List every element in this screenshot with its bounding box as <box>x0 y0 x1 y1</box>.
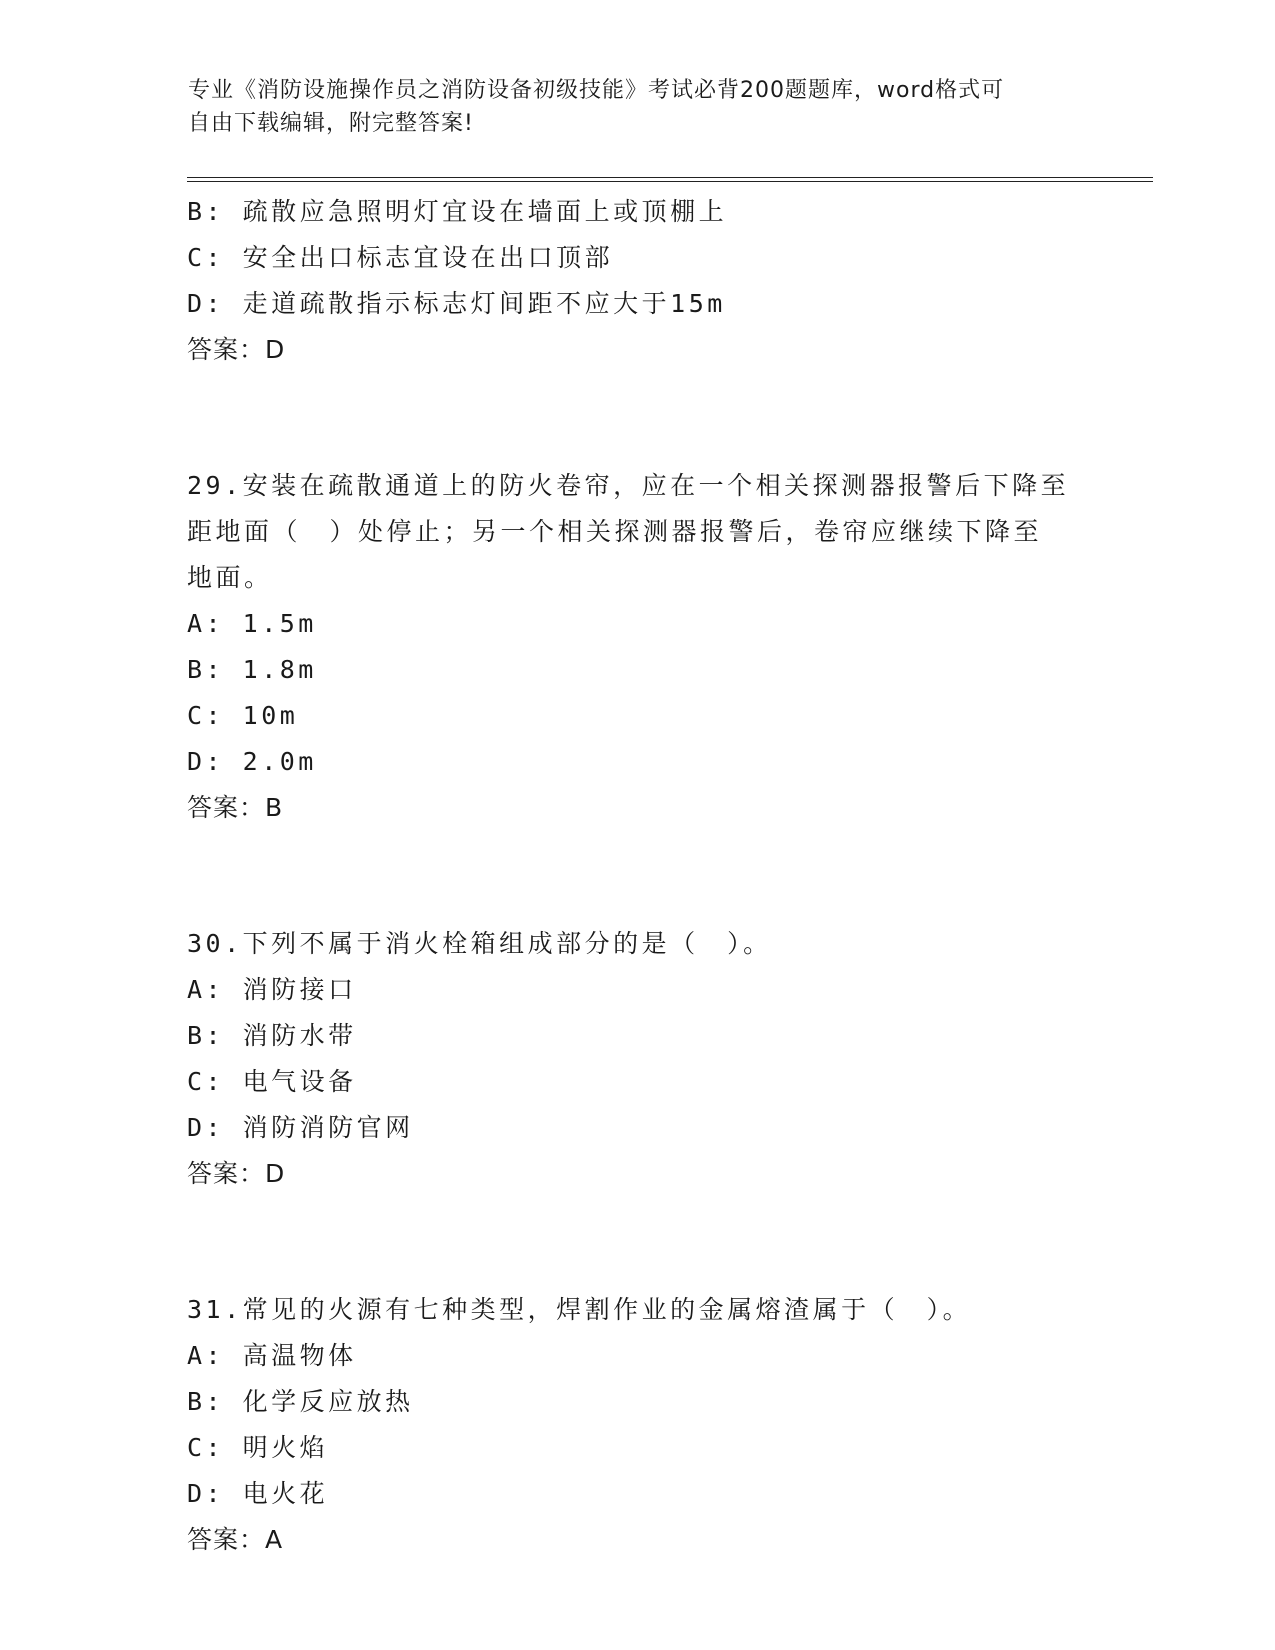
answer-label: 答案：A <box>187 1525 284 1554</box>
question-stem-line: 31.常见的火源有七种类型，焊割作业的金属熔渣属于（ ）。 <box>187 1295 972 1324</box>
header-divider-top <box>187 177 1153 178</box>
option-d: D: 2.0m <box>187 747 317 776</box>
answer-label: 答案：D <box>187 335 286 364</box>
option-b: B: 化学反应放热 <box>187 1387 414 1416</box>
question-list <box>187 189 1107 1563</box>
option-d: D: 电火花 <box>187 1479 329 1508</box>
header-line-2: 自由下载编辑，附完整答案! <box>188 111 474 136</box>
answer-label: 答案：D <box>187 1159 286 1188</box>
question-stem-line: 29.安装在疏散通道上的防火卷帘，应在一个相关探测器报警后下降至 <box>187 471 1070 500</box>
option-d: D: 消防消防官网 <box>187 1113 414 1142</box>
option-c: C: 10m <box>187 701 299 730</box>
option-c: C: 安全出口标志宜设在出口顶部 <box>187 243 614 272</box>
option-a: A: 1.5m <box>187 609 317 638</box>
question-29 <box>187 463 1107 831</box>
option-d: D: 走道疏散指示标志灯间距不应大于15m <box>187 289 726 318</box>
option-b: B: 1.8m <box>187 655 317 684</box>
answer-label: 答案：B <box>187 793 284 822</box>
question-stem-line: 距地面（ ）处停止；另一个相关探测器报警后，卷帘应继续下降至 <box>187 517 1043 546</box>
option-c: C: 电气设备 <box>187 1067 357 1096</box>
question-28-continuation <box>187 189 1107 373</box>
option-b: B: 消防水带 <box>187 1021 357 1050</box>
option-b: B: 疏散应急照明灯宜设在墙面上或顶棚上 <box>187 197 728 226</box>
question-stem-line: 地面。 <box>187 563 273 592</box>
header-line-1: 专业《消防设施操作员之消防设备初级技能》考试必背200题题库，word格式可 <box>188 78 1005 103</box>
document-header <box>188 74 1088 140</box>
question-stem-line: 30.下列不属于消火栓箱组成部分的是（ ）。 <box>187 929 772 958</box>
question-30 <box>187 921 1107 1197</box>
option-c: C: 明火焰 <box>187 1433 329 1462</box>
header-divider-bottom <box>187 181 1153 182</box>
option-a: A: 高温物体 <box>187 1341 357 1370</box>
option-a: A: 消防接口 <box>187 975 357 1004</box>
question-31 <box>187 1287 1107 1563</box>
